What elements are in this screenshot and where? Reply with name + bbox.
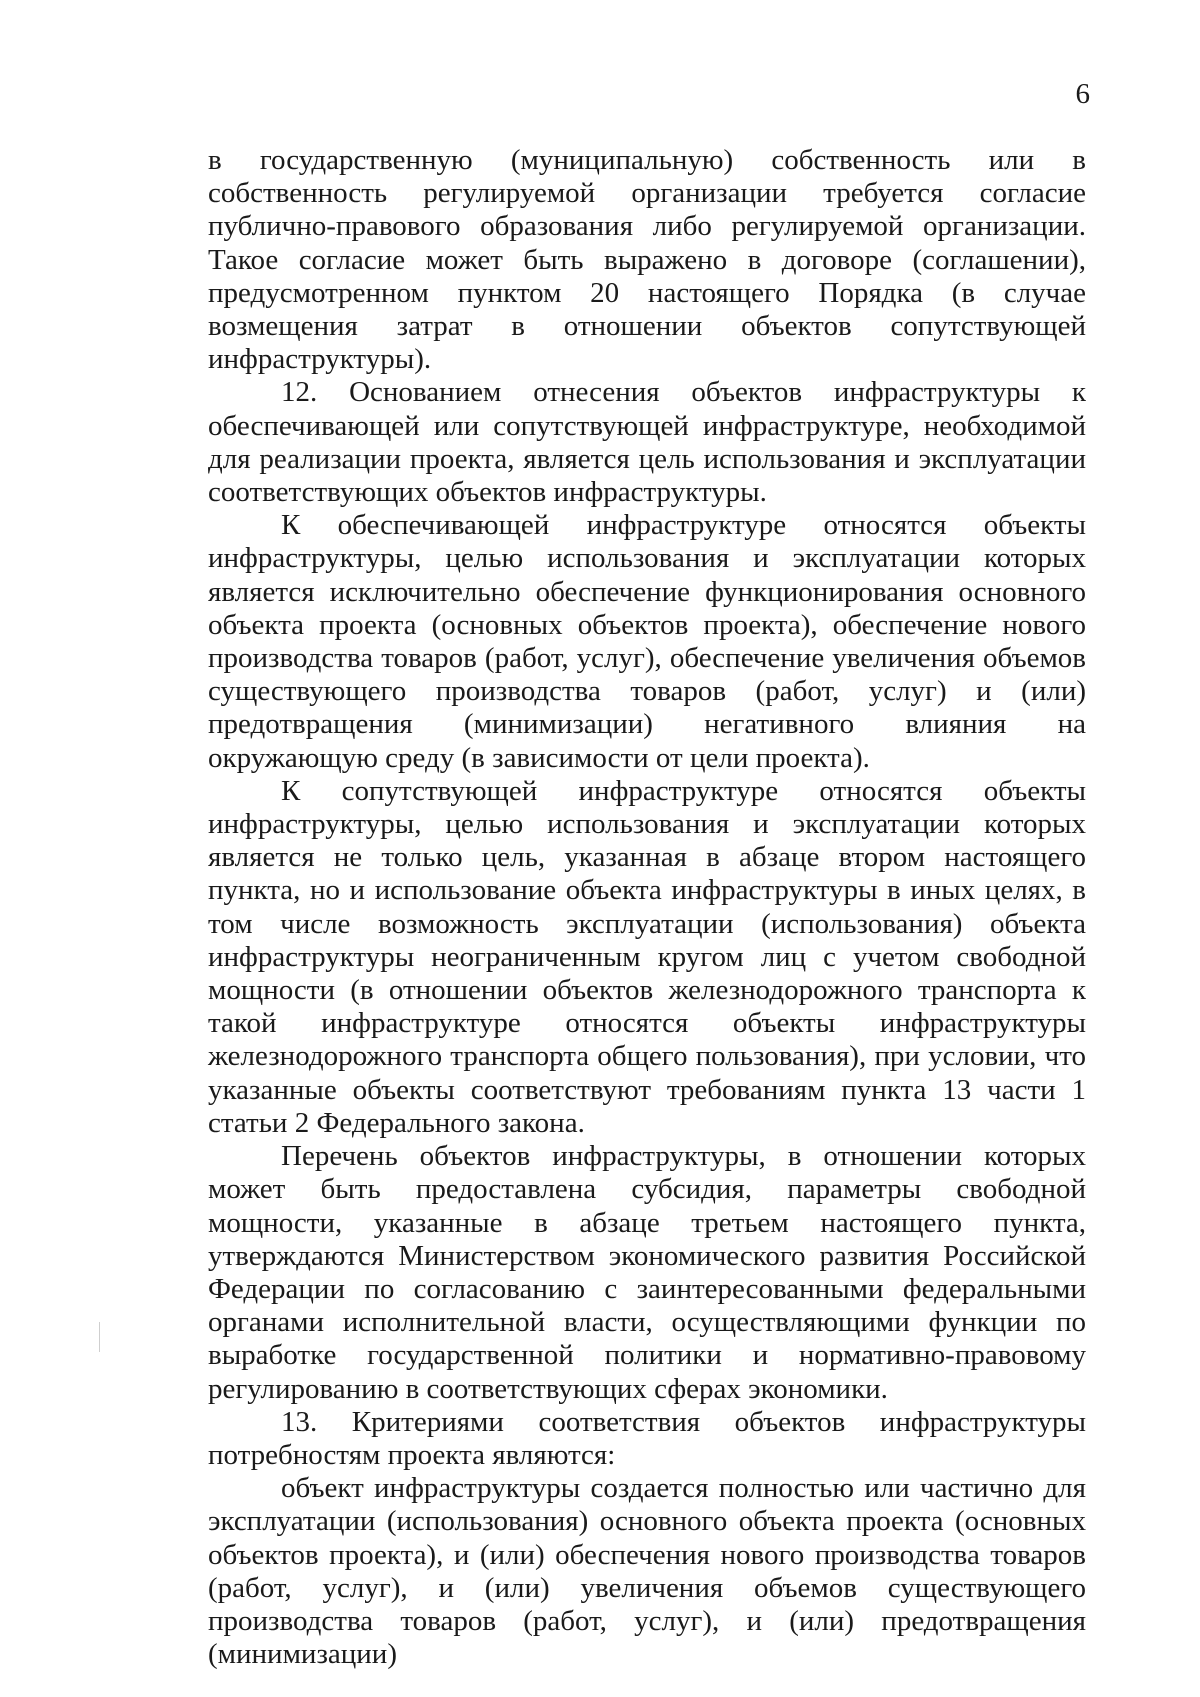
paragraph-accompanying-infrastructure: К сопутствующей инфраструктуре относятся объекты инфраструктуры, целью использования и эксплуатации которых является не только цель, указанная в абзаце втором настоящего пункта, но и использование объекта инфраструктуры в иных целях, в том числе возможность эксплуатации (использования) объекта инфраструктуры неограниченным кругом лиц с учетом свободной мощности (в отношении объектов железнодорожного транспорта к такой инфраструктуре относятся объекты инфраструктуры железнодорожного транспорта общего пользования), при условии, что указанные объекты соответствуют требованиям пункта 13 части 1 статьи 2 Федерального закона.	[208, 774, 1086, 1139]
scan-margin-mark	[99, 1322, 100, 1352]
paragraph-clause-12: 12. Основанием отнесения объектов инфраструктуры к обеспечивающей или сопутствующей инфраструктуре, необходимой для реализации проекта, является цель использования и эксплуатации соответствующих объектов инфраструктуры.	[208, 376, 1086, 509]
paragraph-clause-13: 13. Критериями соответствия объектов инфраструктуры потребностям проекта являются:	[208, 1405, 1086, 1471]
document-body	[208, 144, 1086, 1671]
page-number: 6	[1075, 78, 1090, 110]
paragraph-criterion-1: объект инфраструктуры создается полностью или частично для эксплуатации (использования) основного объекта проекта (основных объектов проекта), и (или) обеспечения нового производства товаров (работ, услуг), и (или) увеличения объемов существующего производства товаров (работ, услуг), и (или) предотвращения (минимизации)	[208, 1472, 1086, 1671]
paragraph-infrastructure-list: Перечень объектов инфраструктуры, в отношении которых может быть предоставлена субсидия, параметры свободной мощности, указанные в абзаце третьем настоящего пункта, утверждаются Министерством экономического развития Российской Федерации по согласованию с заинтересованными федеральными органами исполнительной власти, осуществляющими функции по выработке государственной политики и нормативно-правовому регулированию в соответствующих сферах экономики.	[208, 1140, 1086, 1405]
paragraph-supporting-infrastructure: К обеспечивающей инфраструктуре относятся объекты инфраструктуры, целью использования и эксплуатации которых является исключительно обеспечение функционирования основного объекта проекта (основных объектов проекта), обеспечение нового производства товаров (работ, услуг), обеспечение увеличения объемов существующего производства товаров (работ, услуг) и (или) предотвращения (минимизации) негативного влияния на окружающую среду (в зависимости от цели проекта).	[208, 509, 1086, 774]
paragraph-continuation: в государственную (муниципальную) собственность или в собственность регулируемой организации требуется согласие публично-правового образования либо регулируемой организации. Такое согласие может быть выражено в договоре (соглашении), предусмотренном пунктом 20 настоящего Порядка (в случае возмещения затрат в отношении объектов сопутствующей инфраструктуры).	[208, 144, 1086, 376]
